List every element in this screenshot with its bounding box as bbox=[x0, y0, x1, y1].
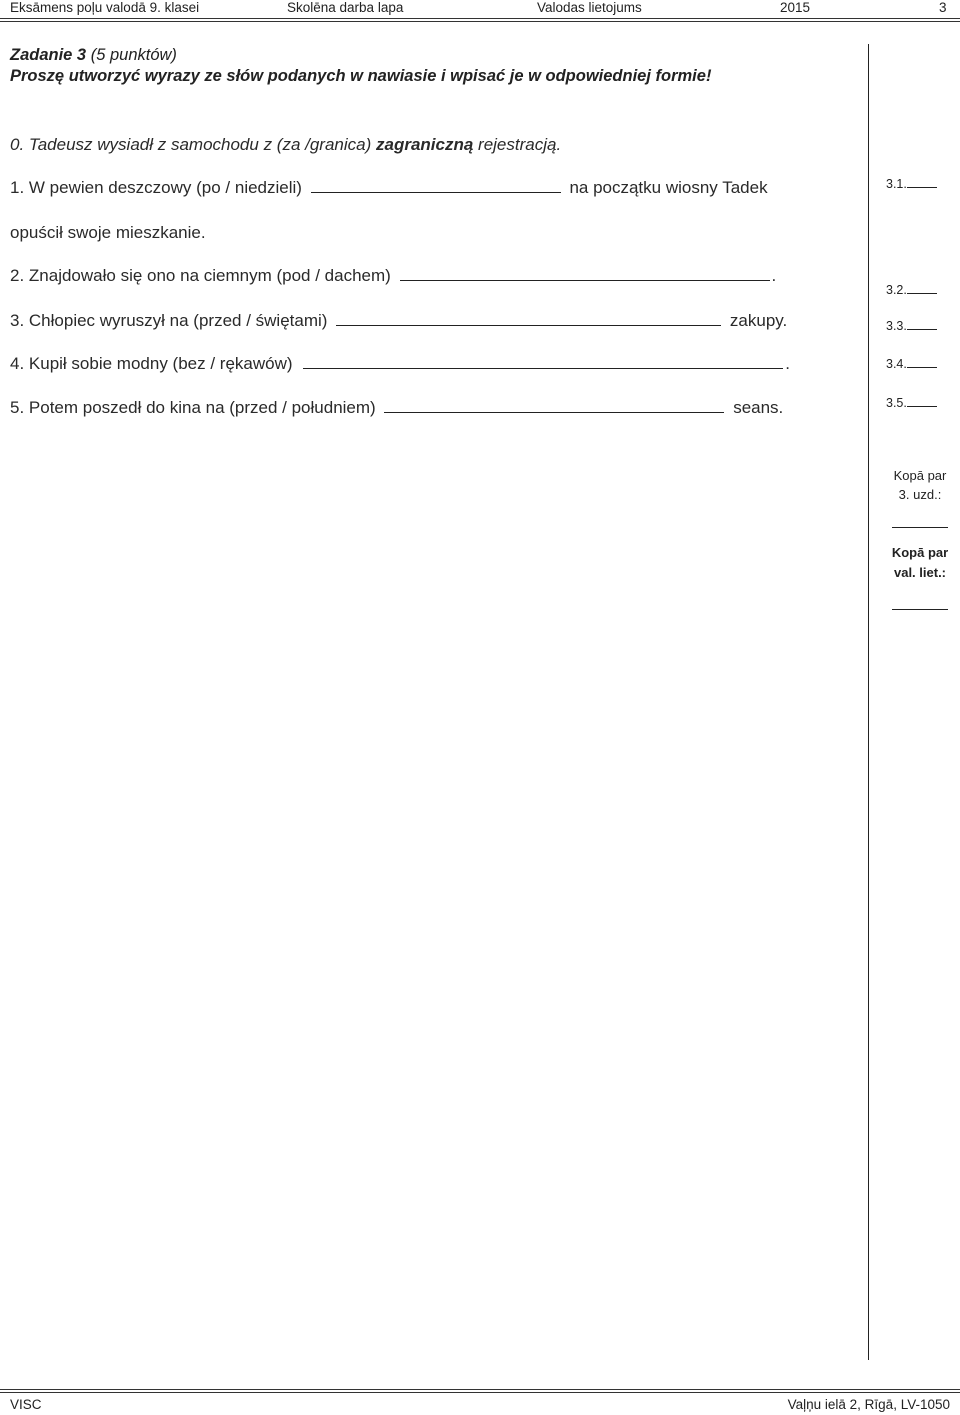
language-total-label-2: val. liet.: bbox=[893, 565, 947, 580]
header-rule-2 bbox=[0, 21, 960, 22]
question-1-continuation: opuścił swoje mieszkanie. bbox=[10, 223, 206, 242]
task-total-label-1: Kopā par bbox=[893, 468, 947, 483]
question-1-text: 1. W pewien deszczowy (po / niedzieli) bbox=[10, 178, 302, 197]
score-3-5-blank[interactable] bbox=[907, 395, 937, 407]
score-3-2-label: 3.2. bbox=[886, 283, 907, 297]
footer-rule bbox=[0, 1389, 960, 1390]
score-3-2 bbox=[886, 282, 937, 297]
score-3-3 bbox=[886, 318, 937, 333]
question-3-text: 3. Chłopiec wyruszył na (przed / świętami) bbox=[10, 311, 328, 330]
question-1-text-after: na początku wiosny Tadek bbox=[569, 178, 768, 197]
question-5-text-after: seans. bbox=[733, 398, 784, 417]
question-2 bbox=[10, 266, 776, 286]
question-3 bbox=[10, 311, 787, 331]
task-instruction: Proszę utworzyć wyrazy ze słów podanych w nawiasie i wpisać je w odpowiedniej formie! bbox=[10, 67, 712, 85]
margin-divider bbox=[868, 44, 869, 1360]
task-title bbox=[10, 46, 177, 65]
score-3-5 bbox=[886, 395, 937, 410]
score-3-1-label: 3.1. bbox=[886, 177, 907, 191]
header-sheet: Skolēna darba lapa bbox=[287, 0, 404, 15]
example-before: 0. Tadeusz wysiadł z samochodu z (za /granica) bbox=[10, 135, 376, 154]
score-3-4 bbox=[886, 356, 937, 371]
language-total-blank[interactable] bbox=[892, 609, 948, 610]
example-answer: zagraniczną bbox=[376, 135, 474, 154]
question-5-text: 5. Potem poszedł do kina na (przed / południem) bbox=[10, 398, 376, 417]
task-title-points: (5 punktów) bbox=[86, 46, 177, 64]
task-total-label-2: 3. uzd.: bbox=[898, 487, 942, 502]
answer-blank-1[interactable] bbox=[311, 178, 561, 193]
score-3-4-blank[interactable] bbox=[907, 356, 937, 368]
example-sentence bbox=[10, 135, 561, 155]
question-1 bbox=[10, 178, 768, 198]
score-3-3-blank[interactable] bbox=[907, 318, 937, 330]
task-title-label: Zadanie 3 bbox=[10, 46, 87, 64]
header-exam: Eksāmens poļu valodā 9. klasei bbox=[10, 0, 200, 15]
header-rule bbox=[0, 18, 960, 19]
question-4-text-after: . bbox=[785, 354, 790, 373]
question-4-text: 4. Kupił sobie modny (bez / rękawów) bbox=[10, 354, 293, 373]
answer-blank-5[interactable] bbox=[384, 398, 724, 413]
header-page-number: 3 bbox=[939, 0, 947, 15]
footer-address: Vaļņu ielā 2, Rīgā, LV-1050 bbox=[787, 1397, 950, 1412]
answer-blank-2[interactable] bbox=[400, 266, 770, 281]
task-total-blank[interactable] bbox=[892, 527, 948, 528]
score-3-1-blank[interactable] bbox=[907, 176, 937, 188]
question-4 bbox=[10, 354, 790, 374]
score-3-2-blank[interactable] bbox=[907, 282, 937, 294]
footer-org: VISC bbox=[10, 1397, 42, 1412]
question-5 bbox=[10, 398, 783, 418]
question-2-text-after: . bbox=[771, 266, 777, 285]
footer-rule-2 bbox=[0, 1392, 960, 1393]
header-part: Valodas lietojums bbox=[537, 0, 642, 15]
score-3-4-label: 3.4. bbox=[886, 357, 907, 371]
question-3-text-after: zakupy. bbox=[729, 311, 788, 330]
score-3-1 bbox=[886, 176, 937, 191]
header-year: 2015 bbox=[780, 0, 811, 15]
example-after: rejestracją. bbox=[473, 135, 562, 154]
language-total-label-1: Kopā par bbox=[891, 545, 949, 560]
answer-blank-4[interactable] bbox=[303, 354, 783, 369]
score-3-3-label: 3.3. bbox=[886, 319, 907, 333]
question-2-text: 2. Znajdowało się ono na ciemnym (pod / dachem) bbox=[10, 266, 391, 285]
answer-blank-3[interactable] bbox=[336, 311, 721, 326]
score-3-5-label: 3.5. bbox=[886, 396, 907, 410]
